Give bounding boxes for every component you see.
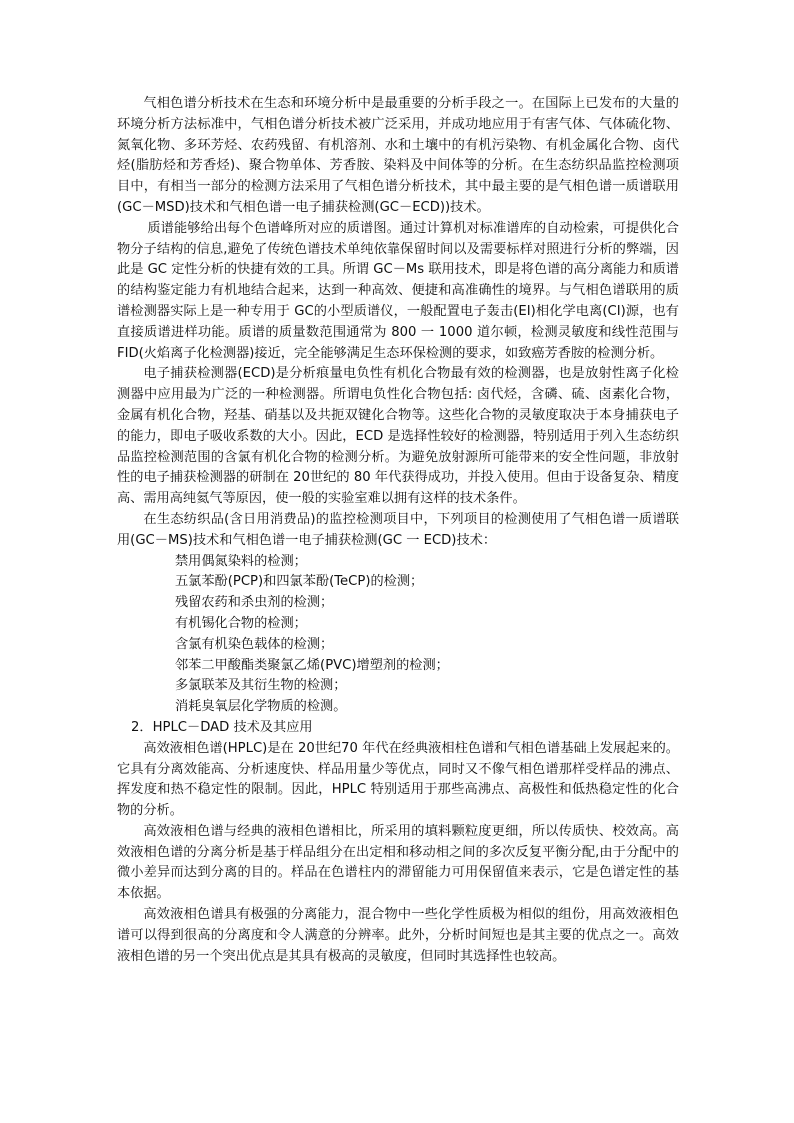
section-heading-hplc: 2．HPLC－DAD 技术及其应用 xyxy=(131,719,313,735)
paragraph-hplc-comparison: 高效液相色谱与经典的液相色谱相比，所采用的填料颗粒度更细，所以传质快、校效高。高效液相色谱的分离分析是基于样品组分在出定相和移动相之间的多次反复平衡分配,由于分配中的微小差异而达到分离的目的。样品在色谱柱内的滞留能力可用保留值来表示，它是色谱定性的基本依据。 xyxy=(117,823,679,902)
paragraph-mass-spectrometry: 质谱能够给出每个色谱峰所对应的质谱图。通过计算机对标准谱库的自动检索，可提供化合物分子结构的信息,避免了传统色谱技术单纯依靠保留时间以及需要标样对照进行分析的弊端，因此是 GC 定性分析的快捷有效的工具。所谓 GC－Ms 联用技术，即是将色谱的高分离能力和质谱的结构鉴定能力有机地结合起来，达到一种高效、便捷和高准确性的境界。与气相色谱联用的质谱检测器实际上是一种专用于 GC的小型质谱仪，一般配置电子轰击(EI)相化学电离(CI)源，也有直接质谱进样功能。质谱的质量数范围通常为 800 一 1000 道尔顿，检测灵敏度和线性范围与FID(火焰离子化检测器)接近，完全能够满足生态环保检测的要求，如致癌芳香胺的检测分析。 xyxy=(117,220,679,361)
paragraph-hplc-advantages: 高效液相色谱具有极强的分离能力，混合物中一些化学性质极为相似的组份，用高效液相色谱可以得到很高的分离度和令人满意的分辨率。此外，分析时间短也是其主要的优点之一。高效液相色谱的另一个突出优点是其具有极高的灵敏度，但同时其选择性也较高。 xyxy=(117,907,679,964)
list-item: 消耗臭氧层化学物质的检测。 xyxy=(175,699,347,715)
detection-item-list xyxy=(117,552,679,718)
list-item: 残留农药和杀虫剂的检测； xyxy=(175,595,334,611)
paragraph-gc-intro: 气相色谱分析技术在生态和环境分析中是最重要的分析手段之一。在国际上已发布的大量的环境分析方法标准中，气相色谱分析技术被广泛采用，并成功地应用于有害气体、气体硫化物、氮氧化物、多环芳烃、农药残留、有机溶剂、水和土壤中的有机污染物、有机金属化合物、卤代烃(脂肪烃和芳香烃)、聚合物单体、芳香胺、染料及中间体等的分析。在生态纺织品监控检测项目中，有相当一部分的检测方法采用了气相色谱分析技术，其中最主要的是气相色谱一质谱联用(GC－MSD)技术和气相色谱一电子捕获检测(GC－ECD))技术。 xyxy=(117,96,679,215)
paragraph-ecd: 电子捕获检测器(ECD)是分析痕量电负性有机化合物最有效的检测器，也是放射性离子化检测器中应用最为广泛的一种检测器。所谓电负性化合物包括: 卤代烃，含磷、硫、卤素化合物，金属有机化合物，羟基、硝基以及共扼双键化合物等。这些化合物的灵敏度取决于本身捕获电子的能力，即电子吸收系数的大小。因此，ECD 是选择性较好的检测器，特别适用于列入生态纺织品监控检测范围的含氯有机化合物的检测分析。为避免放射源所可能带来的安全性问题，非放射性的电子捕获检测器的研制在 20世纪的 80 年代获得成功，并投入使用。但由于设备复杂、精度高、需用高纯氦气等原因，使一般的实验室难以拥有这样的技术条件。 xyxy=(117,366,679,507)
list-item: 有机锡化合物的检测； xyxy=(175,615,307,631)
list-item: 禁用偶氮染料的检测； xyxy=(175,553,307,569)
list-item: 多氯联苯及其衍生物的检测； xyxy=(175,678,347,694)
list-item: 邻苯二甲酸酯类聚氯乙烯(PVC)增塑剂的检测； xyxy=(175,657,449,673)
list-item: 含氯有机染色载体的检测； xyxy=(175,636,334,652)
list-item: 五氯苯酚(PCP)和四氯苯酚(TeCP)的检测； xyxy=(175,574,424,590)
paragraph-hplc-intro: 高效液相色谱(HPLC)是在 20世纪70 年代在经典液相柱色谱和气相色谱基础上发展起来的。它具有分离效能高、分析速度快、样品用量少等优点，同时又不像气相色谱那样受样品的沸点、挥发度和热不稳定性的限制。因此，HPLC 特别适用于那些高沸点、高极性和低热稳定性的化合物的分析。 xyxy=(117,740,679,819)
paragraph-monitoring-items: 在生态纺织品(含日用消费品)的监控检测项目中，下列项目的检测使用了气相色谱一质谱联用(GC－MS)技术和气相色谱一电子捕获检测(GC 一 ECD)技术： xyxy=(117,511,679,548)
document-page xyxy=(117,94,679,967)
